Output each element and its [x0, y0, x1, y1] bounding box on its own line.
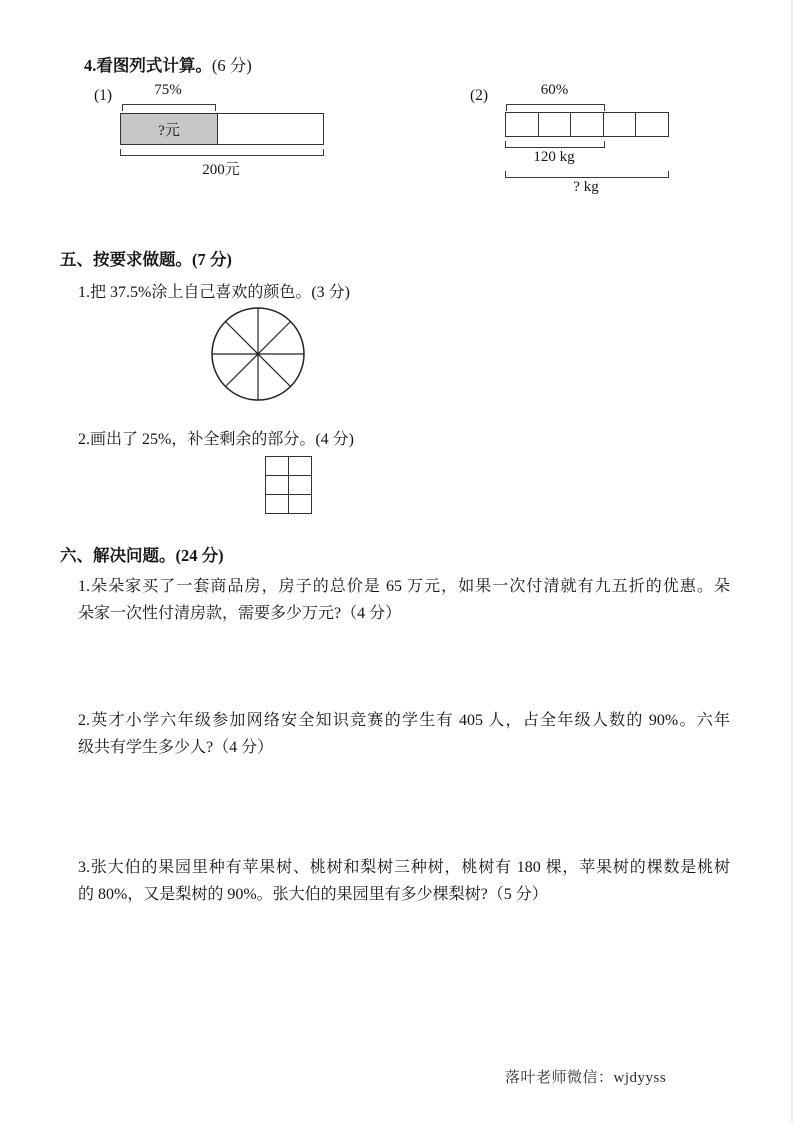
problem-2-line2: 级共有学生多少人?（4 分） [78, 738, 274, 756]
question4-score: (6 分) [211, 56, 252, 75]
diagram1-top-bracket [122, 104, 216, 111]
fraction-circle-diagram [209, 305, 307, 403]
diagram2-part-bracket [505, 141, 605, 148]
grid-cell [289, 457, 312, 476]
question4-header [84, 52, 252, 76]
grid-cell [266, 476, 289, 495]
problem-2 [78, 708, 730, 761]
section5-question2: 2.画出了 25%，补全剩余的部分。(4 分) [78, 431, 354, 448]
diagram2-total-label: ? kg [573, 179, 599, 195]
diagram2-cell [506, 113, 539, 136]
grid-cell [289, 495, 312, 514]
circle-eighths-icon [209, 305, 307, 403]
diagram2-part-label: 120 kg [533, 149, 575, 165]
section6-score: (24 分) [175, 546, 224, 565]
section5-score: (7 分) [192, 250, 232, 269]
problem-1 [78, 574, 730, 627]
section5-header [60, 246, 232, 270]
diagram2-cell [571, 113, 604, 136]
problem-1-line2: 朵家一次性付清房款，需要多少万元?（4 分） [78, 604, 402, 622]
problem-3-line2: 的 80%，又是梨树的 90%。张大伯的果园里有多少棵梨树?（5 分） [78, 885, 548, 903]
problem-3-line1: 3.张大伯的果园里种有苹果树、桃树和梨树三种树，桃树有 180 棵，苹果树的棵数是桃树 [78, 859, 730, 876]
diagram2-cell [636, 113, 668, 136]
problem-1-line1: 1.朵朵家买了一套商品房，房子的总价是 65 万元，如果一次付清就有九五折的优惠。朵 [78, 578, 730, 595]
question4-title: 4.看图列式计算。 [84, 56, 212, 75]
diagram2-bar [505, 112, 669, 137]
section5-title: 五、按要求做题。 [60, 250, 192, 269]
grid-cell [289, 476, 312, 495]
diagram2-percent-label: 60% [540, 82, 569, 98]
diagram1-percent-label: 75% [154, 82, 182, 98]
diagram2-cell [539, 113, 572, 136]
diagram1-index: (1) [94, 87, 113, 104]
grid-cell [266, 457, 289, 476]
diagram1-shaded-segment: ?元 [121, 114, 218, 144]
diagram1-bottom-bracket [120, 149, 324, 156]
section6-title: 六、解决问题。 [60, 546, 176, 565]
diagram2-top-bracket [506, 104, 605, 111]
grid-cell [266, 495, 289, 514]
section6-header [60, 542, 224, 566]
teacher-contact-watermark: 落叶老师微信：wjdyyss [505, 1070, 667, 1086]
problem-2-line1: 2.英才小学六年级参加网络安全知识竞赛的学生有 405 人，占全年级人数的 90%。六年 [78, 712, 730, 729]
section5-question1: 1.把 37.5%涂上自己喜欢的颜色。(3 分) [78, 284, 350, 301]
problem-3 [78, 855, 730, 908]
diagram2-index: (2) [470, 87, 489, 104]
diagram1-total-label: 200元 [202, 162, 240, 178]
diagram2-cell [604, 113, 637, 136]
diagram2-total-bracket [505, 171, 669, 178]
diagram1-bar [120, 113, 324, 145]
percent-grid-diagram [265, 456, 312, 514]
